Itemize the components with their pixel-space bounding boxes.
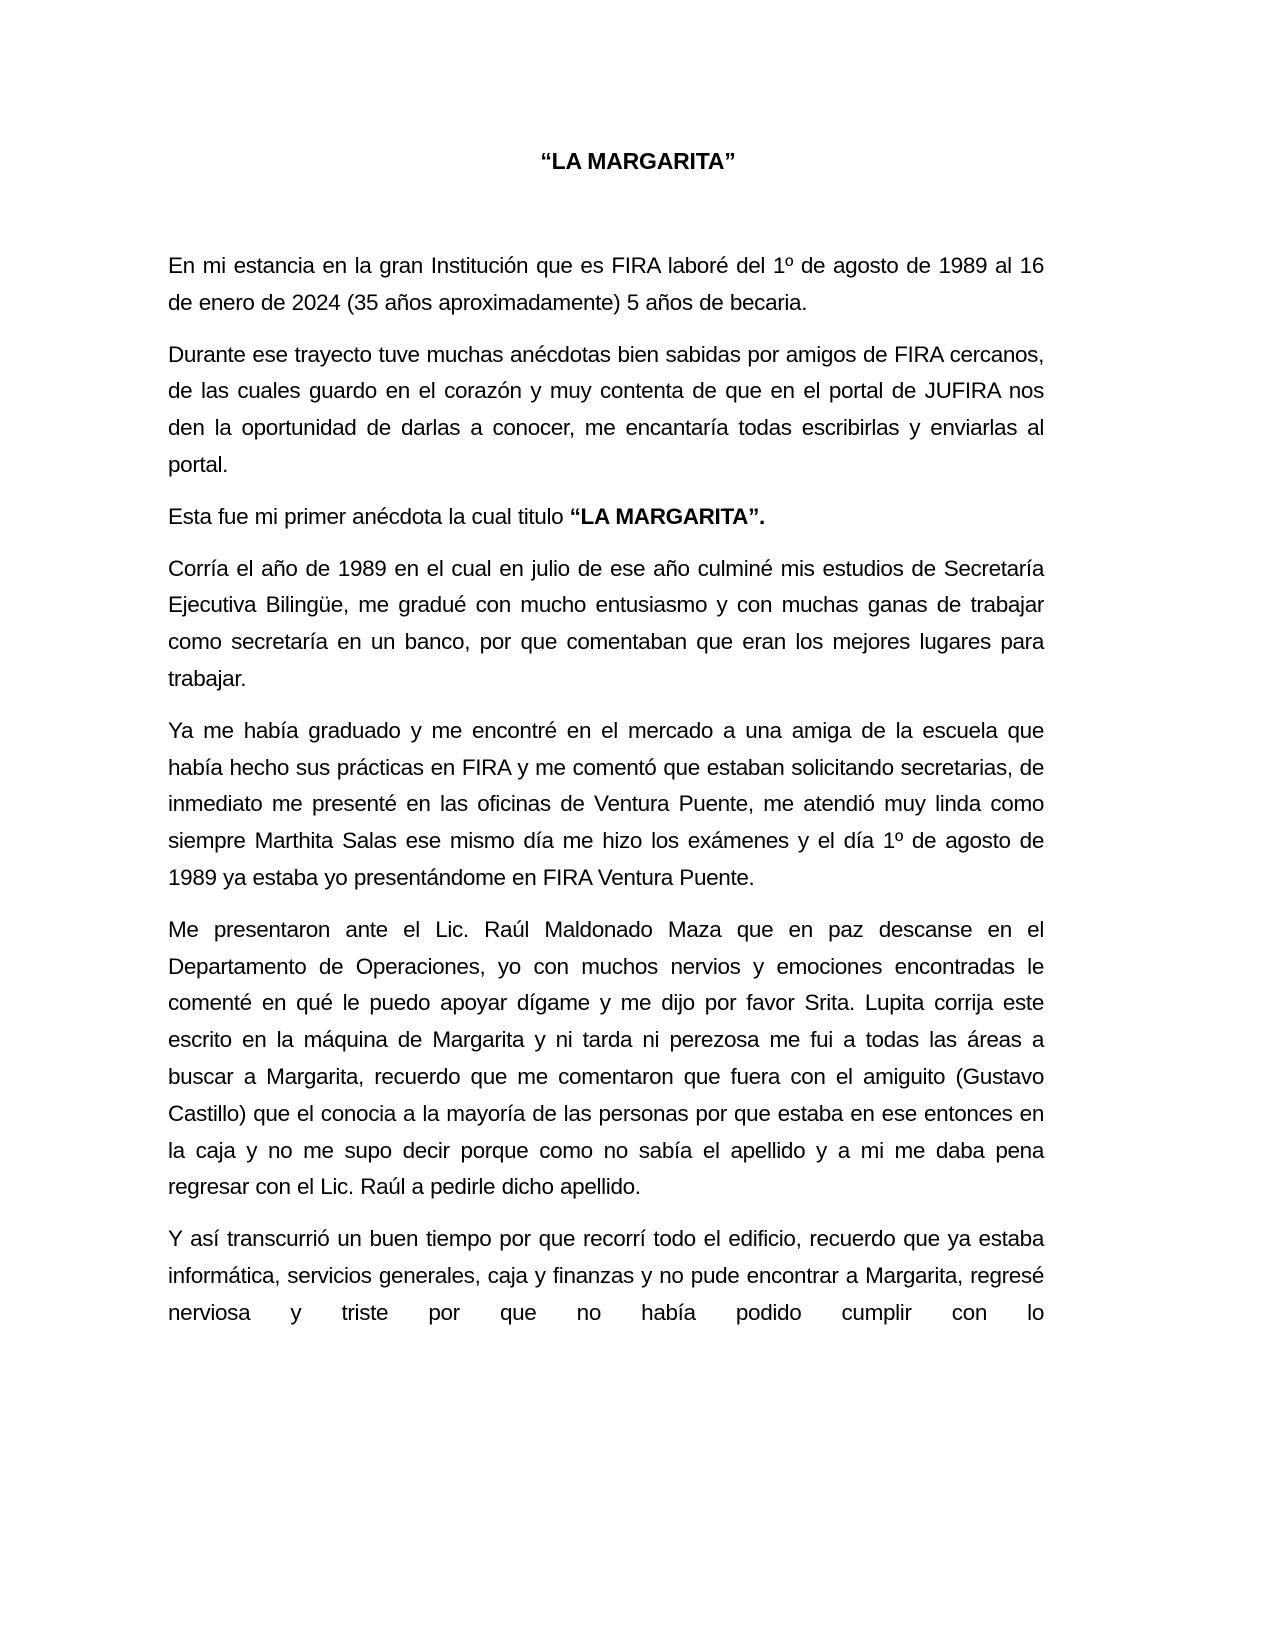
paragraph-search: Y así transcurrió un buen tiempo por que recorrí todo el edificio, recuerdo que ya estaba informática, servicios generales, caja y finanzas y no pude encontrar a Margarita, regresé nerviosa y triste por que no había podido cumplir con lo <box>168 1226 1044 1325</box>
paragraph-first-anecdote <box>168 499 1044 536</box>
paragraph-hiring: Ya me había graduado y me encontré en el mercado a una amiga de la escuela que había hecho sus prácticas en FIRA y me comentó que estaban solicitando secretarias, de inmediato me presenté en las oficinas de Ventura Puente, me atendió muy linda como siempre Marthita Salas ese mismo día me hizo los exámenes y el día 1º de agosto de 1989 ya estaba yo presentándome en FIRA Ventura Puente. <box>168 717 1044 890</box>
paragraph-first-anecdote-text: Esta fue mi primer anécdota la cual titulo <box>168 503 570 529</box>
anecdote-title-bold: “LA MARGARITA”. <box>569 503 765 529</box>
document-body <box>168 248 1044 1347</box>
paragraph-graduation: Corría el año de 1989 en el cual en julio de ese año culminé mis estudios de Secretaría Ejecutiva Bilingüe, me gradué con mucho entusiasmo y con muchas ganas de trabajar como secretaría en un banco, por que comentaban que eran los mejores lugares para trabajar. <box>168 555 1044 691</box>
document-title: “LA MARGARITA” <box>540 148 736 174</box>
paragraph-first-task: Me presentaron ante el Lic. Raúl Maldonado Maza que en paz descanse en el Departamento de Operaciones, yo con muchos nervios y emociones encontradas le comenté en qué le puedo apoyar dígame y me dijo por favor Srita. Lupita corrija este escrito en la máquina de Margarita y ni tarda ni perezosa me fui a todas las áreas a buscar a Margarita, recuerdo que me comentaron que fuera con el amiguito (Gustavo Castillo) que el conocia a la mayoría de las personas por que estaba en ese entonces en la caja y no me supo decir porque como no sabía el apellido y a mi me daba pena regresar con el Lic. Raúl a pedirle dicho apellido. <box>168 916 1044 1200</box>
paragraph-intro: En mi estancia en la gran Institución que es FIRA laboré del 1º de agosto de 1989 al 16 de enero de 2024 (35 años aproximadamente) 5 años de becaria. <box>168 253 1044 315</box>
paragraph-anecdotes: Durante ese trayecto tuve muchas anécdotas bien sabidas por amigos de FIRA cercanos, de las cuales guardo en el corazón y muy contenta de que en el portal de JUFIRA nos den la oportunidad de darlas a conocer, me encantaría todas escribirlas y enviarlas al portal. <box>168 341 1044 477</box>
